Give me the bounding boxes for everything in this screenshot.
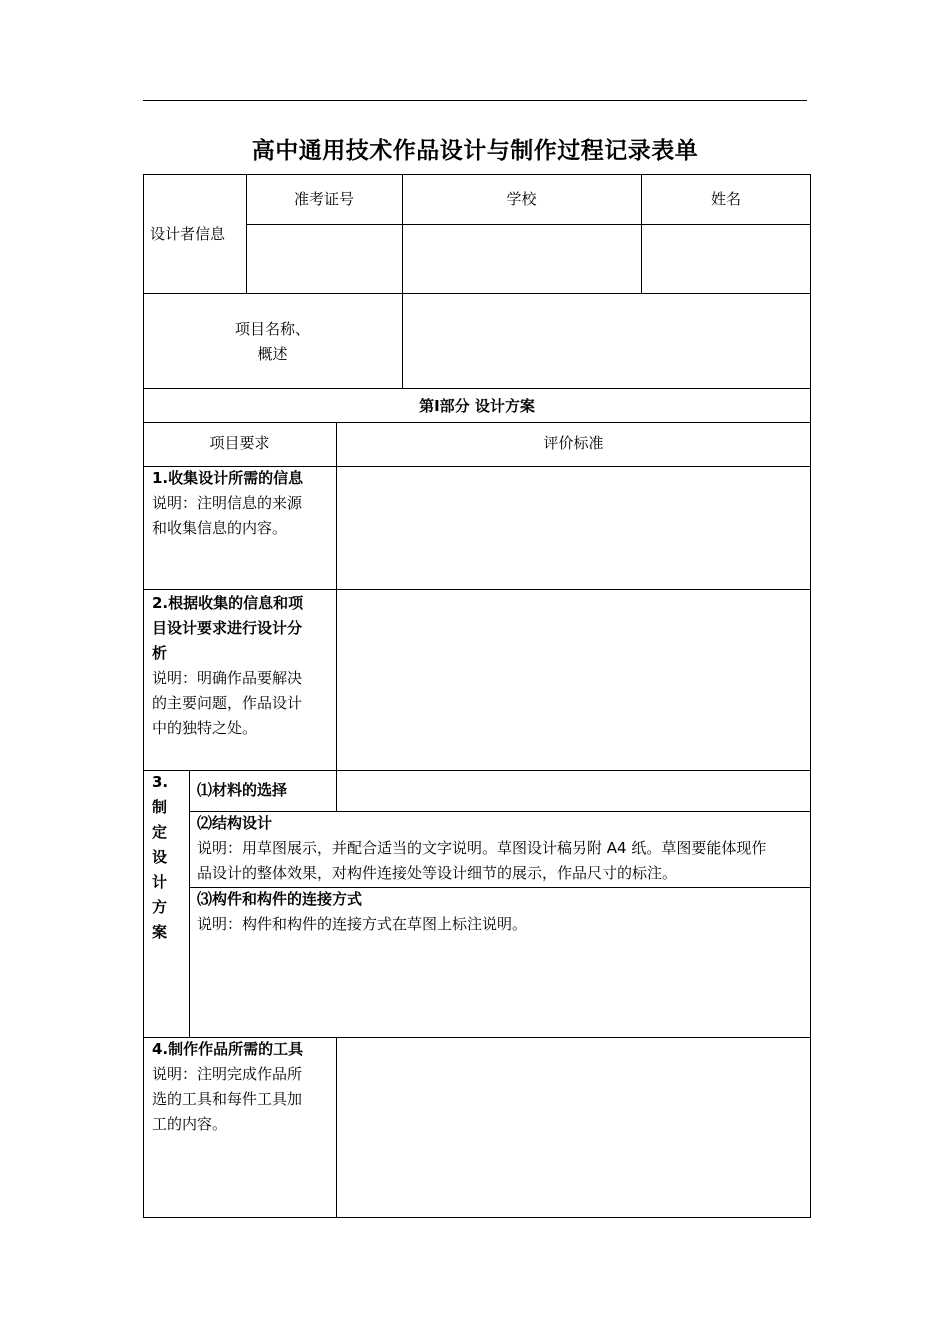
requirement-tools: 4.制作作品所需的工具 说明：注明完成作品所 选的工具和每件工具加 工的内容。 <box>152 1040 304 1133</box>
page-title: 高中通用技术作品设计与制作过程记录表单 <box>251 138 699 164</box>
column-requirement-header: 项目要求 <box>209 434 270 452</box>
name-field[interactable] <box>642 225 810 293</box>
column-evaluation-header: 评价标准 <box>543 434 604 452</box>
requirement-design-analysis: 2.根据收集的信息和项 目设计要求进行设计分 析 说明：明确作品要解决 的主要问题，作品设计 中的独特之处。 <box>152 594 304 737</box>
evaluation-field-2[interactable] <box>337 590 810 770</box>
connection-method-cell[interactable]: ⑶构件和构件的连接方式 说明：构件和构件的连接方式在草图上标注说明。 <box>197 890 528 933</box>
structure-design-cell[interactable]: ⑵结构设计 说明：用草图展示，并配合适当的文字说明。草图设计稿另附 A4 纸。草图要能体现作 品设计的整体效果，对构件连接处等设计细节的展示，作品尺寸的标注。 <box>197 814 767 882</box>
name-header: 姓名 <box>710 190 741 208</box>
project-name-label: 项目名称、 概述 <box>234 320 310 363</box>
project-name-field[interactable] <box>403 294 810 388</box>
evaluation-field-tools[interactable] <box>337 1038 810 1217</box>
evaluation-field-1[interactable] <box>337 467 810 589</box>
design-plan-label: 3. 制 定 设 计 方 案 <box>152 773 169 941</box>
material-selection-field[interactable] <box>337 771 810 811</box>
material-selection-label: ⑴材料的选择 <box>197 781 288 799</box>
exam-number-header: 准考证号 <box>293 190 354 208</box>
exam-number-field[interactable] <box>247 225 402 293</box>
part1-heading: 第Ⅰ部分 设计方案 <box>419 397 535 415</box>
designer-info-label: 设计者信息 <box>150 225 226 243</box>
school-header: 学校 <box>506 190 537 208</box>
school-field[interactable] <box>403 225 641 293</box>
header-rule <box>143 100 807 101</box>
requirement-collect-info: 1.收集设计所需的信息 说明：注明信息的来源 和收集信息的内容。 <box>152 469 304 537</box>
